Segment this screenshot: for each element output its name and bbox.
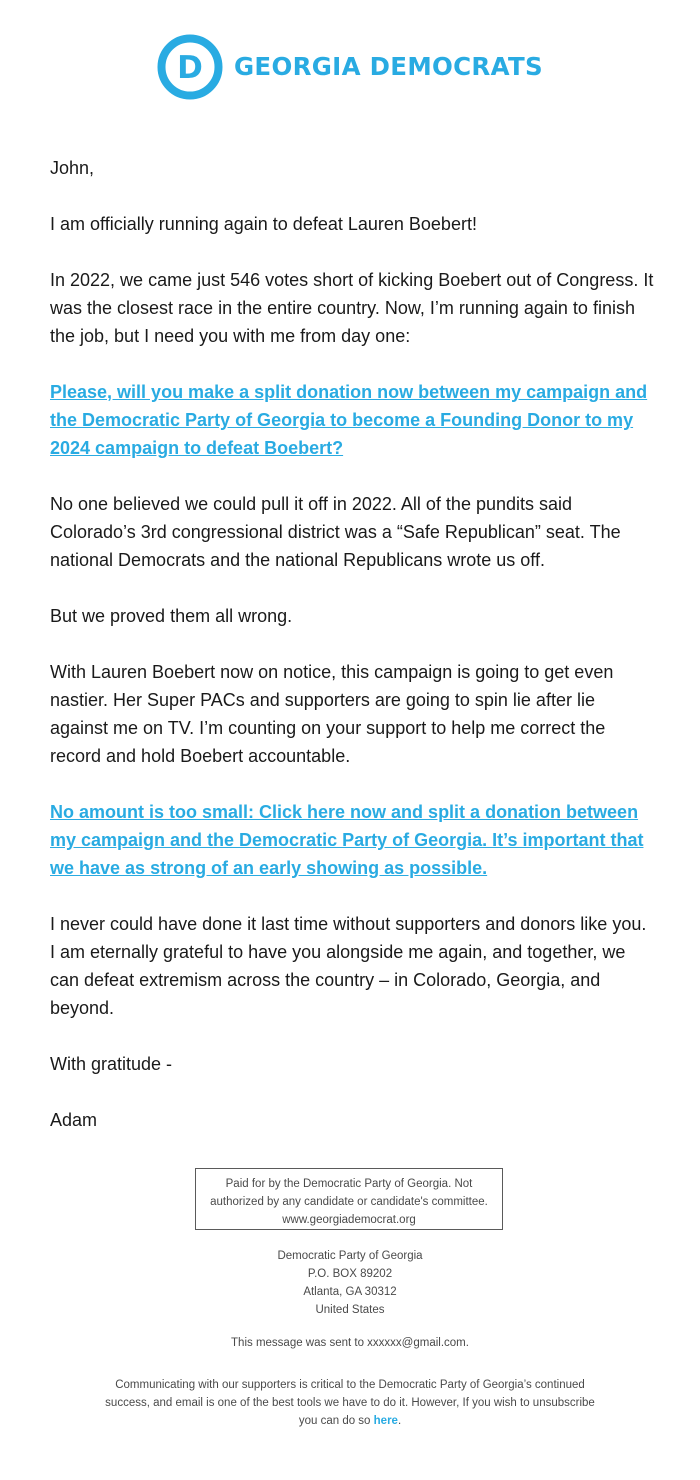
address-org: Democratic Party of Georgia bbox=[277, 1250, 423, 1262]
disclaimer-line-1: Paid for by the Democratic Party of Georgia. Not bbox=[225, 1178, 473, 1190]
signoff: With gratitude - bbox=[50, 1054, 173, 1074]
unsubscribe-link[interactable]: here bbox=[373, 1415, 398, 1427]
paragraph-proved-wrong: But we proved them all wrong. bbox=[50, 606, 293, 626]
email-header bbox=[0, 34, 700, 104]
cta-paragraph-2 bbox=[50, 798, 656, 882]
democrats-logo-icon bbox=[157, 34, 223, 100]
paragraph-pundits: No one believed we could pull it off in 2022. All of the pundits said Colorado’s 3rd congressional district was a “Safe Republican” seat. The national Democrats and the national Republicans wrote us off. bbox=[50, 494, 621, 570]
greeting: John, bbox=[50, 158, 95, 178]
sent-to-notice: This message was sent to xxxxxx@gmail.com. bbox=[231, 1337, 469, 1349]
founding-donor-link[interactable]: Please, will you make a split donation now between my campaign and the Democratic Party of Georgia to become a Founding Donor to my 2024 campaign to defeat Boebert? bbox=[50, 382, 648, 458]
unsubscribe-text: Communicating with our supporters is critical to the Democratic Party of Georgia’s continued success, and email is one of the best tools we have to do it. However, If you wish to unsubscribe you can do so bbox=[105, 1379, 595, 1427]
signature: Adam bbox=[50, 1110, 98, 1130]
paid-for-disclaimer bbox=[195, 1168, 503, 1230]
paragraph-2022-race: In 2022, we came just 546 votes short of kicking Boebert out of Congress. It was the closest race in the entire country. Now, I’m running again to finish the job, but I need you with me from day one: bbox=[50, 270, 654, 346]
address-country: United States bbox=[315, 1304, 385, 1316]
paragraph-super-pacs: With Lauren Boebert now on notice, this campaign is going to get even nastier. Her Super PACs and supporters are going to spin lie after lie against me on TV. I’m counting on your support to help me correct the record and hold Boebert accountable. bbox=[50, 662, 614, 766]
logo-letter: D bbox=[177, 50, 203, 86]
paragraph-announcement: I am officially running again to defeat Lauren Boebert! bbox=[50, 214, 477, 234]
disclaimer-line-2: authorized by any candidate or candidate's committee. bbox=[210, 1196, 488, 1208]
disclaimer-website: www.georgiademocrat.org bbox=[282, 1214, 416, 1226]
brand-name: GEORGIA DEMOCRATS bbox=[234, 52, 543, 81]
paragraph-gratitude: I never could have done it last time without supporters and donors like you. I am eternally grateful to have you alongside me again, and together, we can defeat extremism across the country – in Colorado, Georgia, and beyond. bbox=[50, 914, 647, 1018]
cta-paragraph-1 bbox=[50, 378, 656, 462]
split-donation-link[interactable]: No amount is too small: Click here now and split a donation between my campaign and the Democratic Party of Georgia. It’s important that we have as strong of an early showing as possible. bbox=[50, 802, 644, 878]
mailing-address bbox=[0, 1247, 700, 1319]
email-body bbox=[50, 154, 656, 1162]
unsubscribe-notice bbox=[95, 1376, 605, 1430]
unsubscribe-end: . bbox=[397, 1415, 402, 1427]
address-city: Atlanta, GA 30312 bbox=[303, 1286, 397, 1298]
address-po-box: P.O. BOX 89202 bbox=[307, 1268, 393, 1280]
